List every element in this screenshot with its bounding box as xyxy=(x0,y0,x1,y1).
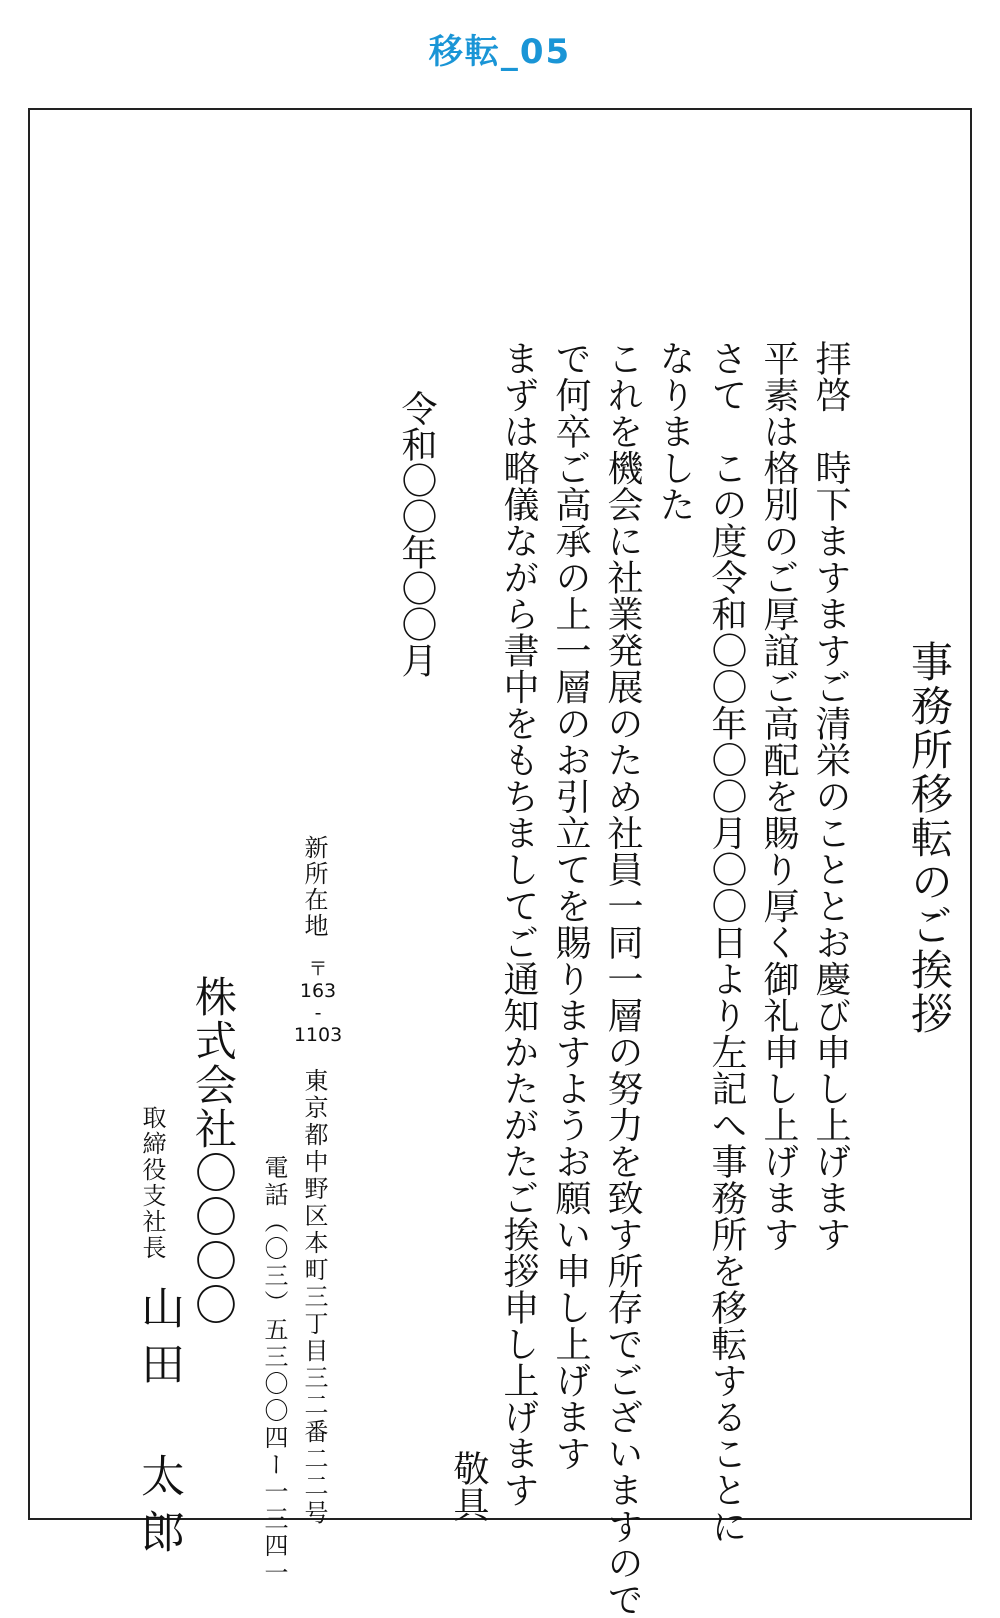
postal-mark: 〒 xyxy=(308,958,328,980)
sender-name: 山田 太郎 xyxy=(133,1285,184,1565)
body-line: さて この度令和〇〇年〇〇月〇〇日より左記へ事務所を移転することに xyxy=(706,340,747,1545)
postal-code-separator: - xyxy=(314,1002,322,1024)
address-label: 新所在地 xyxy=(300,835,328,939)
body-line: で何卒ご高承の上一層のお引立てを賜りますようお願い申し上げます xyxy=(550,340,591,1472)
body-line: なりました xyxy=(654,340,695,523)
letter-closing: 敬具 xyxy=(448,1450,489,1522)
postal-code xyxy=(283,958,353,1046)
sender-phone: 電話（〇三）五三〇〇四ー一三四一 xyxy=(260,1155,288,1587)
letter-card xyxy=(28,108,972,1618)
letter-date: 令和〇〇年〇〇月 xyxy=(396,390,437,678)
company-name: 株式会社〇〇〇〇 xyxy=(189,975,238,1327)
sender-position: 取締役支社長 xyxy=(138,1105,166,1261)
postal-code-part1: 163 xyxy=(299,980,337,1002)
body-line: まずは略儀ながら書中をもちましてご通知かたがたご挨拶申し上げます xyxy=(498,340,539,1508)
body-line: 拝啓 時下ますますご清栄のこととお慶び申し上げます xyxy=(810,340,851,1253)
sender-address: 東京都中野区本町三丁目三二番二二号 xyxy=(300,1068,328,1527)
body-line: これを機会に社業発展のため社員一同一層の努力を致す所存でございますので xyxy=(602,340,643,1618)
letter-subject: 事務所移転のご挨拶 xyxy=(905,640,954,1036)
postal-code-part2: 1103 xyxy=(293,1024,343,1046)
page-title: 移転_05 xyxy=(428,32,572,72)
body-line: 平素は格別のご厚誼ご高配を賜り厚く御礼申し上げます xyxy=(758,340,799,1253)
